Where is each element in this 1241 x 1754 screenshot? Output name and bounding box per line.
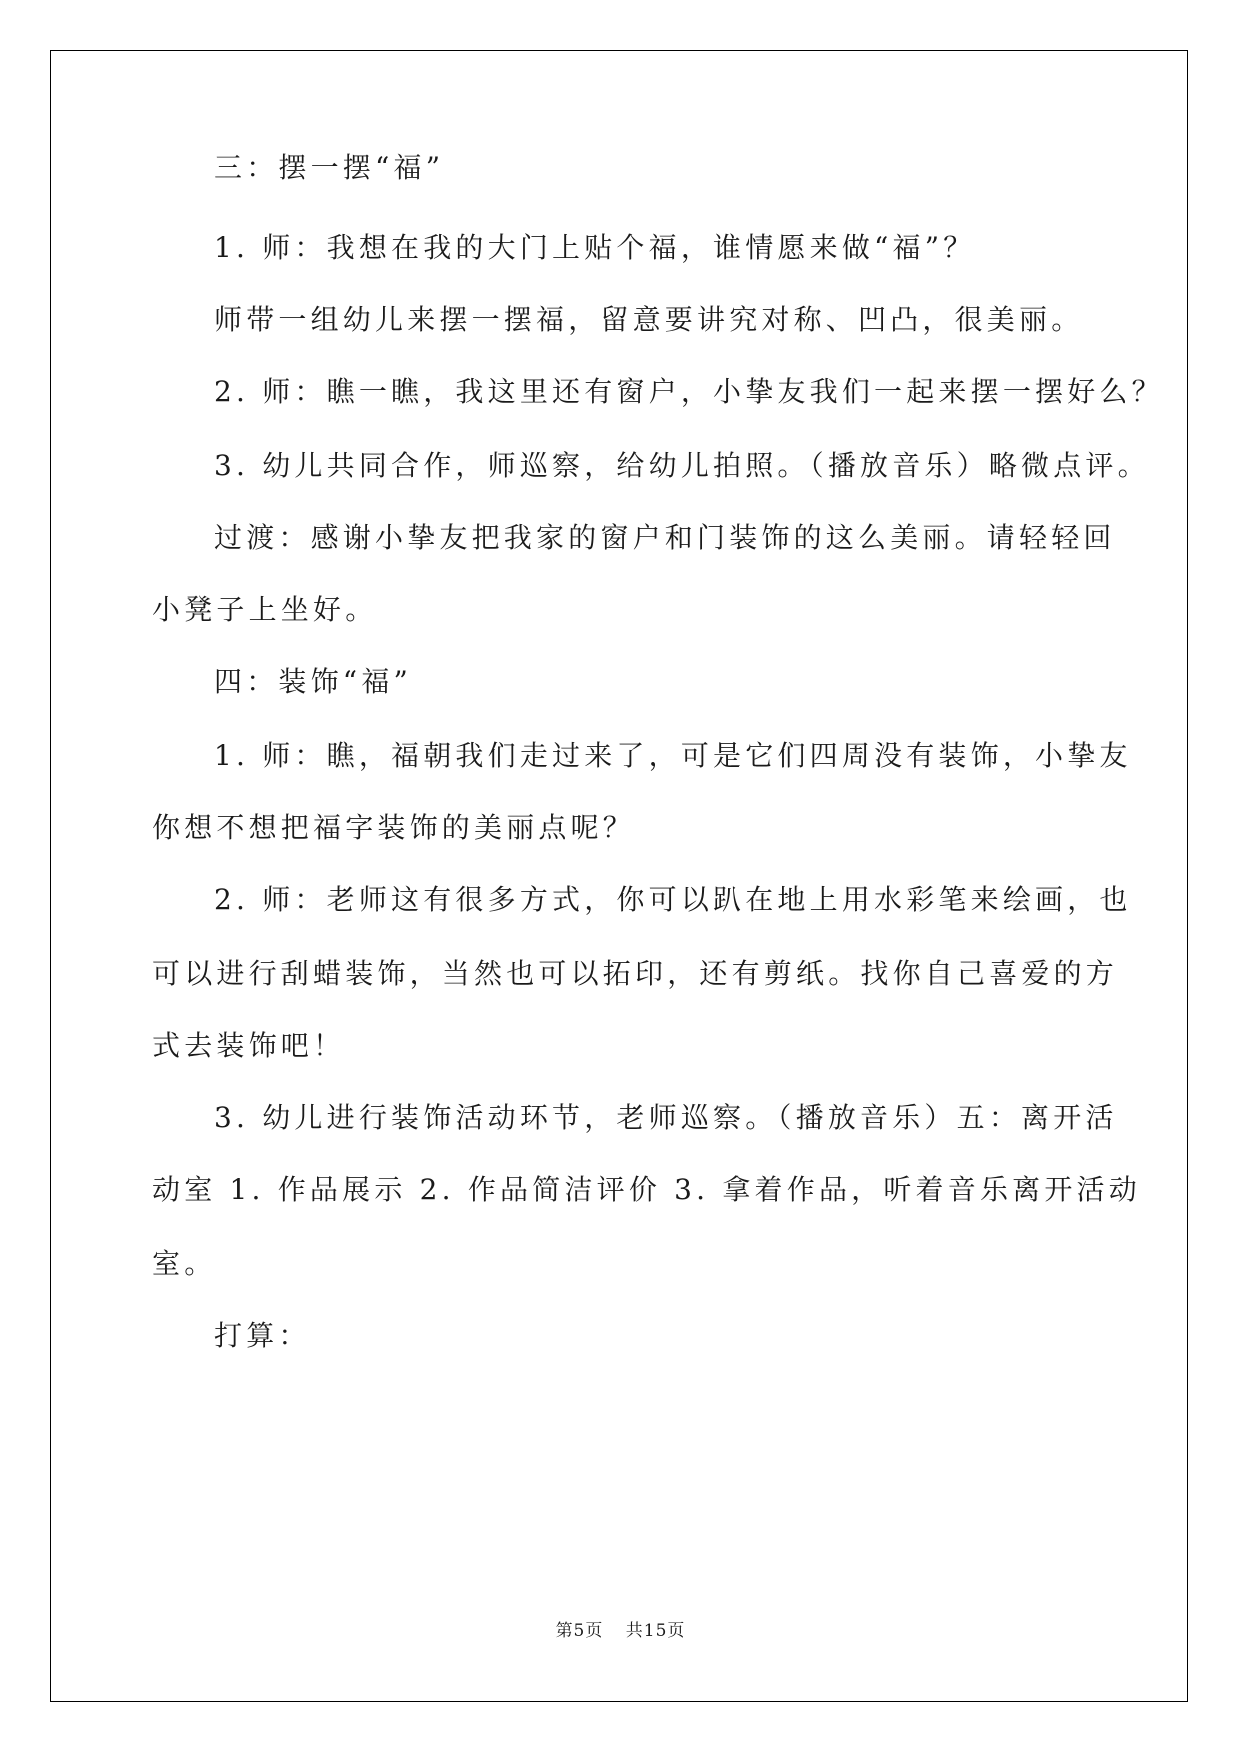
paragraph-line: 小凳子上坐好。 — [152, 593, 378, 626]
paragraph-line: 2. 师：瞧一瞧，我这里还有窗户，小挚友我们一起来摆一摆好么？ — [214, 375, 1164, 408]
page-frame — [50, 50, 1188, 1702]
paragraph-line: 1. 师：瞧，福朝我们走过来了，可是它们四周没有装饰，小挚友 — [214, 739, 1132, 772]
paragraph-line: 3. 幼儿共同合作，师巡察，给幼儿拍照。（播放音乐）略微点评。 — [214, 449, 1150, 482]
page-footer — [0, 1616, 1241, 1641]
paragraph-line: 1. 师：我想在我的大门上贴个福，谁情愿来做“福”？ — [214, 231, 976, 264]
paragraph-line: 动室 1. 作品展示 2. 作品简洁评价 3. 拿着作品，听着音乐离开活动 — [152, 1173, 1141, 1206]
page-number-total: 共15页 — [625, 1621, 686, 1641]
paragraph-line: 你想不想把福字装饰的美丽点呢？ — [152, 811, 636, 844]
page-number-current: 第5页 — [555, 1621, 604, 1641]
paragraph-line: 式去装饰吧！ — [152, 1029, 346, 1062]
paragraph-line: 2. 师：老师这有很多方式，你可以趴在地上用水彩笔来绘画，也 — [214, 883, 1132, 916]
paragraph-line: 3. 幼儿进行装饰活动环节，老师巡察。（播放音乐）五：离开活 — [214, 1101, 1118, 1134]
paragraph-line: 打算： — [214, 1319, 311, 1352]
paragraph-line: 过渡：感谢小挚友把我家的窗户和门装饰的这么美丽。请轻轻回 — [214, 521, 1116, 554]
paragraph-line: 师带一组幼儿来摆一摆福，留意要讲究对称、凹凸，很美丽。 — [214, 303, 1084, 336]
paragraph-line: 可以进行刮蜡装饰，当然也可以拓印，还有剪纸。找你自己喜爱的方 — [152, 957, 1119, 990]
section-heading-four: 四：装饰“福” — [214, 665, 413, 698]
section-heading-three: 三：摆一摆“福” — [214, 151, 445, 184]
paragraph-line: 室。 — [152, 1247, 217, 1280]
